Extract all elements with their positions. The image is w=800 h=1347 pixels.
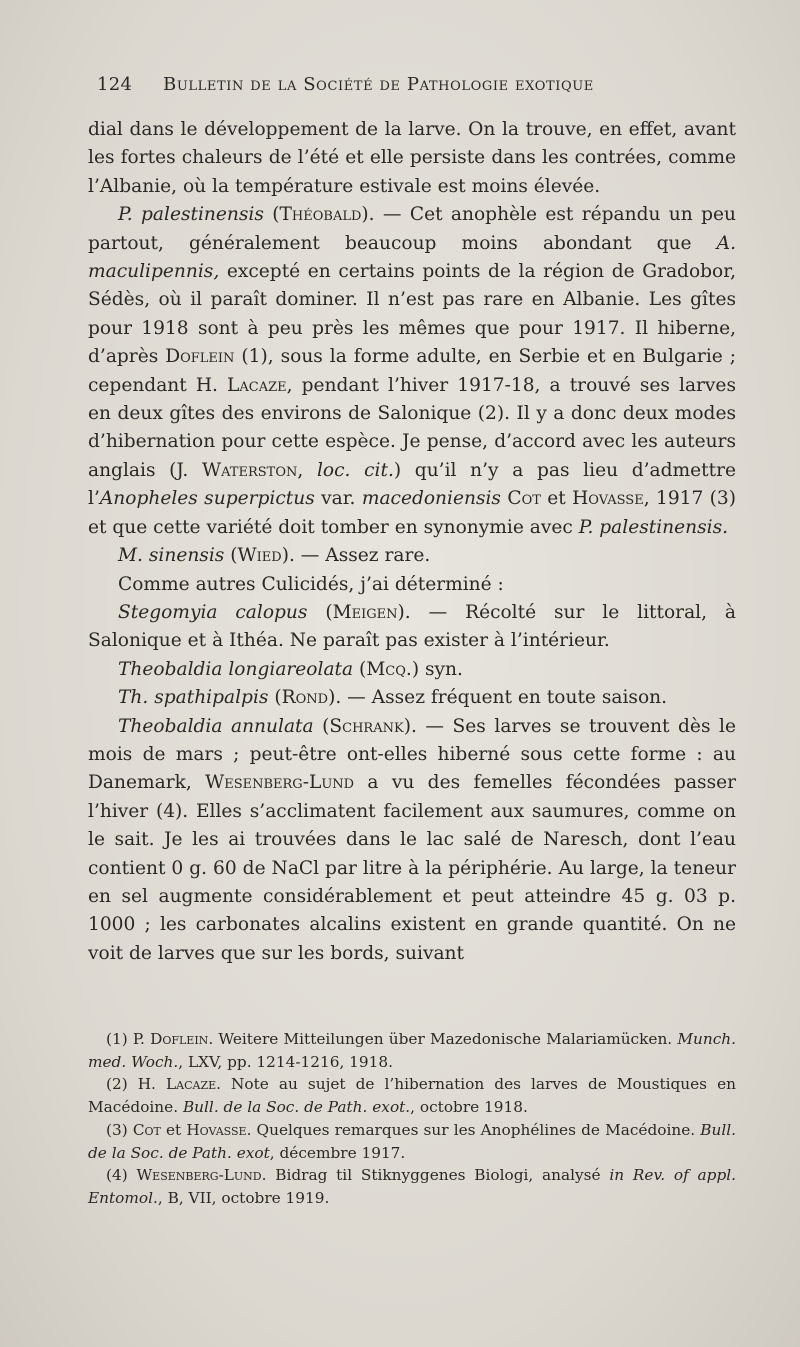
text-run: (3) <box>106 1120 133 1139</box>
text-run: ). — Assez rare. <box>281 545 431 567</box>
author-name: Waterston <box>202 459 298 481</box>
italic-text: Bull. de la Soc. de Path. exot. <box>182 1098 411 1117</box>
author-name: Cot <box>132 1120 161 1139</box>
italic-text: P. palestinensis. <box>578 516 729 538</box>
text-run: ) syn. <box>411 658 463 680</box>
footnote <box>88 1073 736 1118</box>
text-run: ). — Ses larves se trouvent dès le mois de mars ; peut-être ont-elles hiberné sous cette forme : au Danemark, <box>88 715 736 794</box>
author-name: Hovasse <box>186 1120 247 1139</box>
running-head: Bulletin de la Société de Pathologie exotique <box>163 74 594 95</box>
italic-text: in Rev. of appl. Entomol. <box>88 1166 736 1207</box>
text-run: ). — Récolté sur le littoral, à Salonique et à Ithéa. Ne paraît pas exister à l’intérieur. <box>88 601 736 652</box>
author-name: Théobald <box>279 204 362 226</box>
text-run: ) qu’il n’y a pas lieu d’admettre l’ <box>88 459 736 510</box>
paragraph <box>88 713 736 969</box>
text-run: excepté en certains points de la région de Gradobor, Sédès, où il paraît dominer. Il n’est pas rare en Albanie. Les gîtes pour 1918 sont à peu près les mêmes que pour 1917. Il hiberne, d’après <box>88 261 736 368</box>
italic-text: Munch. med. Woch. <box>88 1030 736 1071</box>
paragraph <box>88 542 736 570</box>
text-run: . Weitere Mitteilungen über Mazedonische Malariamücken. <box>208 1030 678 1048</box>
text-run: et <box>160 1120 187 1139</box>
italic-text: Anopheles superpictus <box>99 488 315 510</box>
paragraph <box>88 116 736 201</box>
text-run: Comme autres Culicidés, j’ai déterminé : <box>118 573 504 595</box>
italic-text: Theobaldia annulata <box>118 715 314 737</box>
paragraph <box>88 571 736 599</box>
text-run: , décembre 1917. <box>269 1143 406 1162</box>
author-name: Doflein <box>165 346 235 368</box>
italic-text: A. maculipennis, <box>88 232 736 283</box>
text-run: (4) <box>106 1166 137 1185</box>
italic-text: loc. cit. <box>316 459 394 481</box>
footnotes <box>88 1028 736 1210</box>
text-run: . Bidrag til Stiknyggenes Biologi, analysé <box>261 1166 610 1185</box>
paragraph <box>88 201 736 542</box>
text-run: . Note au sujet de l’hibernation des larves de Moustiques en Macédoine. <box>88 1075 736 1117</box>
italic-text: Bull. de la Soc. de Path. exot <box>88 1120 737 1162</box>
text-run: ( <box>263 204 280 226</box>
author-name: Schrank <box>329 715 404 737</box>
paragraph <box>88 599 736 656</box>
paragraph <box>88 656 736 684</box>
italic-text: Theobaldia longiareolata <box>118 658 354 680</box>
text-run: ). — Cet anophèle est répandu un peu partout, généralement beaucoup moins abondant que <box>88 204 736 254</box>
italic-text: Th. spathipalpis <box>118 687 269 709</box>
text-run: var. <box>314 488 362 510</box>
author-name: Lacaze <box>165 1075 217 1094</box>
author-name: Hovasse <box>572 488 644 510</box>
footnote <box>88 1164 736 1209</box>
italic-text: macedoniensis <box>361 488 501 510</box>
text-run: , pendant l’hiver 1917-18, a trouvé ses larves en deux gîtes des environs de Salonique (2). Il y a donc deux modes d’hibernation pour cette espèce. Je pense, d’accord avec les auteurs anglais (J. <box>88 374 736 481</box>
text-run: a vu des femelles fécondées passer l’hiver (4). Elles s’acclimatent facilement aux saumures, comme on le sait. Je les ai trouvées dans le lac salé de Naresch, dont l’eau contient 0 g. 60 de NaCl par litre à la périphérie. Au large, la teneur en sel augmente considérablement et peut atteindre 45 g. 03 p. 1000 ; les carbonates alcalins existent en grande quantité. On ne voit de larves que sur les bords, suivant <box>88 772 736 964</box>
text-run: , octobre 1918. <box>410 1098 528 1117</box>
paragraph <box>88 684 736 712</box>
author-name: Mcq. <box>366 658 412 680</box>
text-run: ( <box>353 658 367 680</box>
author-name: Rond <box>281 687 329 709</box>
author-name: Meigen <box>332 601 398 623</box>
text-run: dial dans le développement de la larve. On la trouve, en effet, avant les fortes chaleurs de l’été et elle persiste dans les contrées, comme l’Albanie, où la température estivale est moins élevée. <box>88 119 736 197</box>
text-run: ( <box>307 601 333 623</box>
footnote <box>88 1028 736 1073</box>
text-run: (2) H. <box>106 1075 166 1094</box>
author-name: Cot <box>507 488 541 510</box>
text-run: , B, VII, octobre 1919. <box>157 1188 330 1207</box>
text-run: ( <box>313 715 330 737</box>
page-header <box>97 74 687 95</box>
author-name: Wied <box>237 545 282 567</box>
author-name: Wesenberg-Lund <box>205 772 355 794</box>
text-run: . Quelques remarques sur les Anophélines de Macédoine. <box>246 1120 701 1139</box>
text-run: , LXV, pp. 1214-1216, 1918. <box>178 1052 393 1071</box>
text-run: , <box>297 459 317 481</box>
body-text <box>88 116 736 968</box>
text-run: et <box>540 488 573 510</box>
italic-text: M. sinensis <box>118 545 225 567</box>
text-run: ). — Assez fréquent en toute saison. <box>328 687 668 709</box>
page-number: 124 <box>97 74 133 95</box>
author-name: Lacaze <box>227 374 287 396</box>
text-run: , 1917 (3) et que cette variété doit tomber en synonymie avec <box>88 488 736 538</box>
footnote <box>88 1119 736 1164</box>
italic-text: Stegomyia calopus <box>118 601 308 623</box>
text-run: ( <box>268 687 282 709</box>
italic-text: P. palestinensis <box>118 204 264 226</box>
text-run: (1) P. <box>106 1030 151 1048</box>
text-run: (1), sous la forme adulte, en Serbie et en Bulgarie ; cependant H. <box>88 346 736 396</box>
author-name: Wesenberg-Lund <box>136 1166 262 1185</box>
author-name: Doflein <box>150 1030 209 1048</box>
text-run: ( <box>224 545 238 567</box>
